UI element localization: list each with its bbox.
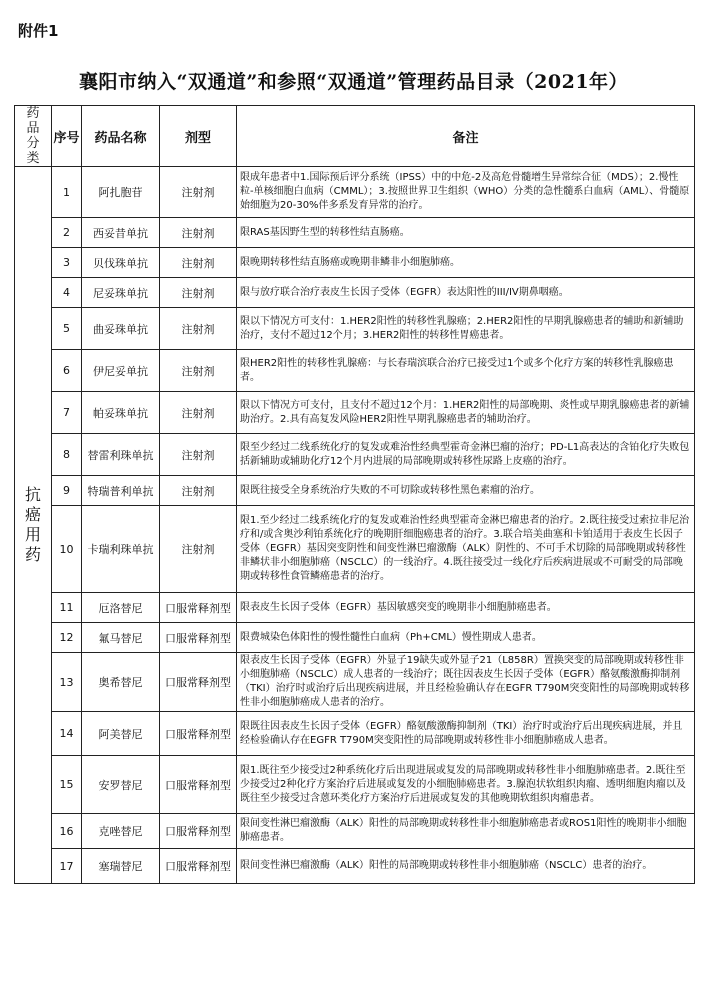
table-row (15, 167, 695, 218)
drug-name: 帕妥珠单抗 (82, 392, 160, 434)
row-number: 4 (52, 278, 82, 308)
table-row (15, 218, 695, 248)
drug-name: 贝伐珠单抗 (82, 248, 160, 278)
dosage-form: 口服常释剂型 (160, 623, 237, 653)
dosage-form: 注射剂 (160, 476, 237, 506)
dosage-form: 口服常释剂型 (160, 814, 237, 849)
header-dosage-form: 剂型 (160, 106, 237, 167)
table-row (15, 593, 695, 623)
row-number: 8 (52, 434, 82, 476)
row-number: 1 (52, 167, 82, 218)
row-number: 5 (52, 308, 82, 350)
table-row (15, 308, 695, 350)
remarks-text: 限表皮生长因子受体（EGFR）基因敏感突变的晚期非小细胞肺癌患者。 (237, 593, 695, 623)
table-row (15, 476, 695, 506)
drug-name: 阿扎胞苷 (82, 167, 160, 218)
remarks-text: 限既往接受全身系统治疗失败的不可切除或转移性黑色素瘤的治疗。 (237, 476, 695, 506)
row-number: 2 (52, 218, 82, 248)
header-category: 药品分类 (15, 106, 52, 167)
remarks-text: 限费城染色体阳性的慢性髓性白血病（Ph+CML）慢性期成人患者。 (237, 623, 695, 653)
remarks-text: 限晚期转移性结直肠癌或晚期非鳞非小细胞肺癌。 (237, 248, 695, 278)
remarks-text: 限表皮生长因子受体（EGFR）外显子19缺失或外显子21（L858R）置换突变的局部晚期或转移性非小细胞肺癌（NSCLC）成人患者的一线治疗；既往因表皮生长因子受体（EGFR）酪氨酸激酶抑制剂（TKI）治疗时或治疗后出现疾病进展，并且经检验确认存在EGFR T790M突变阳性的局部晚期或转移性非小细胞肺癌成人患者的治疗。 (237, 653, 695, 712)
drug-name: 曲妥珠单抗 (82, 308, 160, 350)
row-number: 11 (52, 593, 82, 623)
dosage-form: 口服常释剂型 (160, 653, 237, 712)
table-row (15, 392, 695, 434)
remarks-text: 限1.既往至少接受过2种系统化疗后出现进展或复发的局部晚期或转移性非小细胞肺癌患者。2.既往至少接受过2种化疗方案治疗后进展或复发的小细胞肺癌患者。3.腺泡状软组织肉瘤、透明细胞肉瘤以及既往至少接受过含蒽环类化疗方案治疗后进展或复发的其他晚期软组织肉瘤患者。 (237, 756, 695, 814)
dosage-form: 注射剂 (160, 218, 237, 248)
row-number: 16 (52, 814, 82, 849)
table-row (15, 623, 695, 653)
table-row (15, 248, 695, 278)
table-row (15, 350, 695, 392)
drug-name: 尼妥珠单抗 (82, 278, 160, 308)
row-number: 15 (52, 756, 82, 814)
drug-name: 厄洛替尼 (82, 593, 160, 623)
attachment-label: 附件1 (18, 22, 59, 40)
header-remarks: 备注 (237, 106, 695, 167)
row-number: 7 (52, 392, 82, 434)
row-number: 9 (52, 476, 82, 506)
drug-name: 替雷利珠单抗 (82, 434, 160, 476)
table-row (15, 434, 695, 476)
drug-name: 塞瑞替尼 (82, 849, 160, 884)
table-row (15, 756, 695, 814)
header-drug-name: 药品名称 (82, 106, 160, 167)
dosage-form: 口服常释剂型 (160, 593, 237, 623)
dosage-form: 注射剂 (160, 167, 237, 218)
drug-name: 克唑替尼 (82, 814, 160, 849)
drug-name: 卡瑞利珠单抗 (82, 506, 160, 593)
row-number: 3 (52, 248, 82, 278)
dosage-form: 注射剂 (160, 308, 237, 350)
row-number: 13 (52, 653, 82, 712)
remarks-text: 限1.至少经过二线系统化疗的复发或难治性经典型霍奇金淋巴瘤患者的治疗。2.既往接受过索拉非尼治疗和/或含奥沙利铂系统化疗的晚期肝细胞癌患者的治疗。3.联合培美曲塞和卡铂适用于表皮生长因子受体（EGFR）基因突变阴性和间变性淋巴瘤激酶（ALK）阴性的、不可手术切除的局部晚期或转移性非鳞状非小细胞肺癌（NSCLC）的一线治疗。4.既往接受过一线化疗后疾病进展或不可耐受的局部晚期或转移性食管鳞癌患者的治疗。 (237, 506, 695, 593)
table-row (15, 506, 695, 593)
table-row (15, 814, 695, 849)
remarks-text: 限间变性淋巴瘤激酶（ALK）阳性的局部晚期或转移性非小细胞肺癌患者或ROS1阳性的晚期非小细胞肺癌患者。 (237, 814, 695, 849)
remarks-text: 限HER2阳性的转移性乳腺癌：与长春瑞滨联合治疗已接受过1个或多个化疗方案的转移性乳腺癌患者。 (237, 350, 695, 392)
drug-name: 奥希替尼 (82, 653, 160, 712)
dosage-form: 注射剂 (160, 506, 237, 593)
remarks-text: 限至少经过二线系统化疗的复发或难治性经典型霍奇金淋巴瘤的治疗；PD-L1高表达的含铂化疗失败包括新辅助或辅助化疗12个月内进展的局部晚期或转移性尿路上皮癌的治疗。 (237, 434, 695, 476)
table-row (15, 653, 695, 712)
drug-name: 安罗替尼 (82, 756, 160, 814)
row-number: 6 (52, 350, 82, 392)
remarks-text: 限以下情况方可支付：1.HER2阳性的转移性乳腺癌；2.HER2阳性的早期乳腺癌患者的辅助和新辅助治疗，支付不超过12个月；3.HER2阳性的转移性胃癌患者。 (237, 308, 695, 350)
remarks-text: 限既往因表皮生长因子受体（EGFR）酪氨酸激酶抑制剂（TKI）治疗时或治疗后出现疾病进展，并且经检验确认存在EGFR T790M突变阳性的局部晚期或转移性非小细胞肺癌成人患者。 (237, 712, 695, 756)
dosage-form: 口服常释剂型 (160, 849, 237, 884)
row-number: 17 (52, 849, 82, 884)
dosage-form: 注射剂 (160, 350, 237, 392)
dosage-form: 口服常释剂型 (160, 712, 237, 756)
remarks-text: 限以下情况方可支付，且支付不超过12个月：1.HER2阳性的局部晚期、炎性或早期乳腺癌患者的新辅助治疗。2.具有高复发风险HER2阳性早期乳腺癌患者的辅助治疗。 (237, 392, 695, 434)
drug-name: 阿美替尼 (82, 712, 160, 756)
dosage-form: 口服常释剂型 (160, 756, 237, 814)
category-cell (15, 167, 52, 884)
remarks-text: 限RAS基因野生型的转移性结直肠癌。 (237, 218, 695, 248)
table-row (15, 278, 695, 308)
row-number: 12 (52, 623, 82, 653)
row-number: 10 (52, 506, 82, 593)
drug-catalog-table (14, 105, 695, 884)
table-row (15, 712, 695, 756)
drug-name: 氟马替尼 (82, 623, 160, 653)
drug-name: 特瑞普利单抗 (82, 476, 160, 506)
category-label: 抗癌用药 (25, 485, 42, 564)
table-body (15, 167, 695, 884)
dosage-form: 注射剂 (160, 392, 237, 434)
row-number: 14 (52, 712, 82, 756)
document-title: 襄阳市纳入“双通道”和参照“双通道”管理药品目录（2021年） (78, 71, 629, 93)
remarks-text: 限间变性淋巴瘤激酶（ALK）阳性的局部晚期或转移性非小细胞肺癌（NSCLC）患者的治疗。 (237, 849, 695, 884)
header-number: 序号 (52, 106, 82, 167)
table-header-row (15, 106, 695, 167)
dosage-form: 注射剂 (160, 248, 237, 278)
remarks-text: 限与放疗联合治疗表皮生长因子受体（EGFR）表达阳性的III/IV期鼻咽癌。 (237, 278, 695, 308)
dosage-form: 注射剂 (160, 434, 237, 476)
remarks-text: 限成年患者中1.国际预后评分系统（IPSS）中的中危-2及高危骨髓增生异常综合征（MDS）；2.慢性粒-单核细胞白血病（CMML）；3.按照世界卫生组织（WHO）分类的急性髓系白血病（AML）、骨髓原始细胞为20-30%伴多系发育异常的治疗。 (237, 167, 695, 218)
drug-name: 西妥昔单抗 (82, 218, 160, 248)
table-row (15, 849, 695, 884)
dosage-form: 注射剂 (160, 278, 237, 308)
drug-name: 伊尼妥单抗 (82, 350, 160, 392)
